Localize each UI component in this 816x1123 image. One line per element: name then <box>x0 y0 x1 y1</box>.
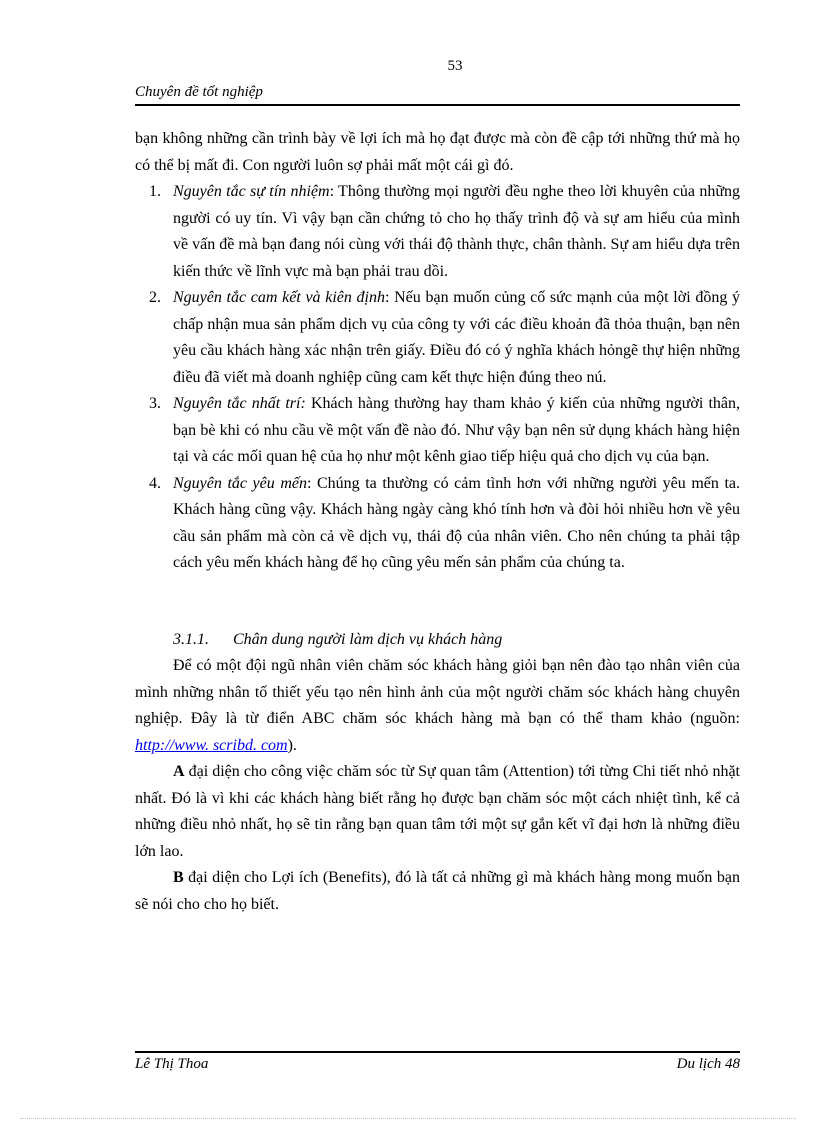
footer-class: Du lịch 48 <box>676 1056 740 1072</box>
principle-text: : Chúng ta thường có cảm tình hơn với những người yêu mến ta. Khách hàng cũng vậy. Khách hàng ngày càng khó tính hơn và đòi hỏi nhiều hơn về yêu cầu sản phẩm mà còn cả về dịch vụ, thái độ của nhân viên. Cho nên chúng ta phải tập cách yêu mến khách hàng để họ cũng yêu mến sản phẩm của chúng ta. <box>173 474 741 571</box>
footer-rule <box>135 1051 740 1053</box>
list-item <box>135 285 740 391</box>
page-body <box>135 126 740 918</box>
principle-text: : Nếu bạn muốn củng cố sức mạnh của một lời đồng ý chấp nhận mua sản phẩm dịch vụ của công ty với các điều khoản đã thỏa thuận, bạn nên yêu cầu khách hàng xác nhận trên giấy. Điều đó có ý nghĩa khách hỏngẽ thự hiện những điều đã viết mà doanh nghiệp cũng cam kết thực hiện đúng theo nú. <box>173 289 740 386</box>
header-title: Chuyên đề tốt nghiệp <box>135 84 263 100</box>
list-number: 2. <box>149 289 161 306</box>
source-link[interactable]: http://www. scribd. com <box>135 736 288 754</box>
list-item <box>135 179 740 285</box>
page-edge-divider <box>20 1118 796 1119</box>
paragraph-abc-intro <box>135 653 740 759</box>
paragraph-a <box>135 759 740 865</box>
header-rule <box>135 104 740 106</box>
list-number: 3. <box>149 395 161 412</box>
intro-paragraph: bạn không những cần trình bày về lợi ích mà họ đạt được mà còn đề cập tới những thứ mà họ có thể bị mất đi. Con người luôn sợ phải mất một cái gì đó. <box>135 130 740 174</box>
paragraph-b <box>135 865 740 918</box>
paragraph-text: đại diện cho công việc chăm sóc từ Sự quan tâm (Attention) tới từng Chi tiết nhỏ nhặt nhất. Đó là vì khi các khách hàng biết rằng họ được bạn chăm sóc một cách nhiệt tình, kể cả những điều nhỏ nhất, họ sẽ tin rằng bạn quan tâm tới một sự gắn kết vĩ đại hơn là những điều lớn lao. <box>135 763 740 860</box>
principle-term: Nguyên tắc sự tín nhiệm <box>173 183 330 200</box>
page-number: 53 <box>447 58 463 74</box>
section-title: Chân dung người làm dịch vụ khách hàng <box>233 630 503 648</box>
list-number: 4. <box>149 474 161 492</box>
footer-author: Lê Thị Thoa <box>135 1056 209 1072</box>
letter-b: B <box>173 869 184 886</box>
section-heading <box>135 627 740 654</box>
principle-text: : Thông thường mọi người đều nghe theo lời khuyên của những người có uy tín. Vì vậy bạn cần chứng tỏ cho họ thấy trình độ và sự am hiểu của mình về vấn đề mà bạn đang nói cùng với thái độ thành thực, chân thành. Sự am hiểu dựa trên kiến thức về lĩnh vực mà bạn phải trau dồi. <box>173 183 740 280</box>
principle-term: Nguyên tắc cam kết và kiên định <box>173 289 385 306</box>
paragraph-text: đại diện cho Lợi ích (Benefits), đó là tất cả những gì mà khách hàng mong muốn bạn sẽ nói cho cho họ biết. <box>135 869 740 913</box>
principle-text: Khách hàng thường hay tham khảo ý kiến của những người thân, bạn bè khi có nhu cầu về một vấn đề nào đó. Như vậy bạn nên sử dụng khách hàng hiện tại và các mối quan hệ của họ như một kênh giao tiếp hiệu quả cho dịch vụ của bạn. <box>173 395 740 465</box>
principles-list <box>135 179 740 577</box>
letter-a: A <box>173 763 185 780</box>
section-number: 3.1.1. <box>173 630 209 648</box>
list-number: 1. <box>149 183 161 200</box>
paragraph-text-end: ). <box>287 736 297 754</box>
list-item <box>135 391 740 471</box>
principle-term: Nguyên tắc nhất trí: <box>173 395 306 412</box>
list-item <box>135 471 740 577</box>
paragraph-text: Để có một đội ngũ nhân viên chăm sóc khách hàng giỏi bạn nên đào tạo nhân viên của mình những nhân tố thiết yếu tạo nên hình ảnh của một người chăm sóc khách hàng chuyên nghiệp. Đây là từ điển ABC chăm sóc khách hàng mà bạn có thể tham khảo (nguồn: <box>135 657 740 727</box>
principle-term: Nguyên tắc yêu mến <box>173 474 307 492</box>
